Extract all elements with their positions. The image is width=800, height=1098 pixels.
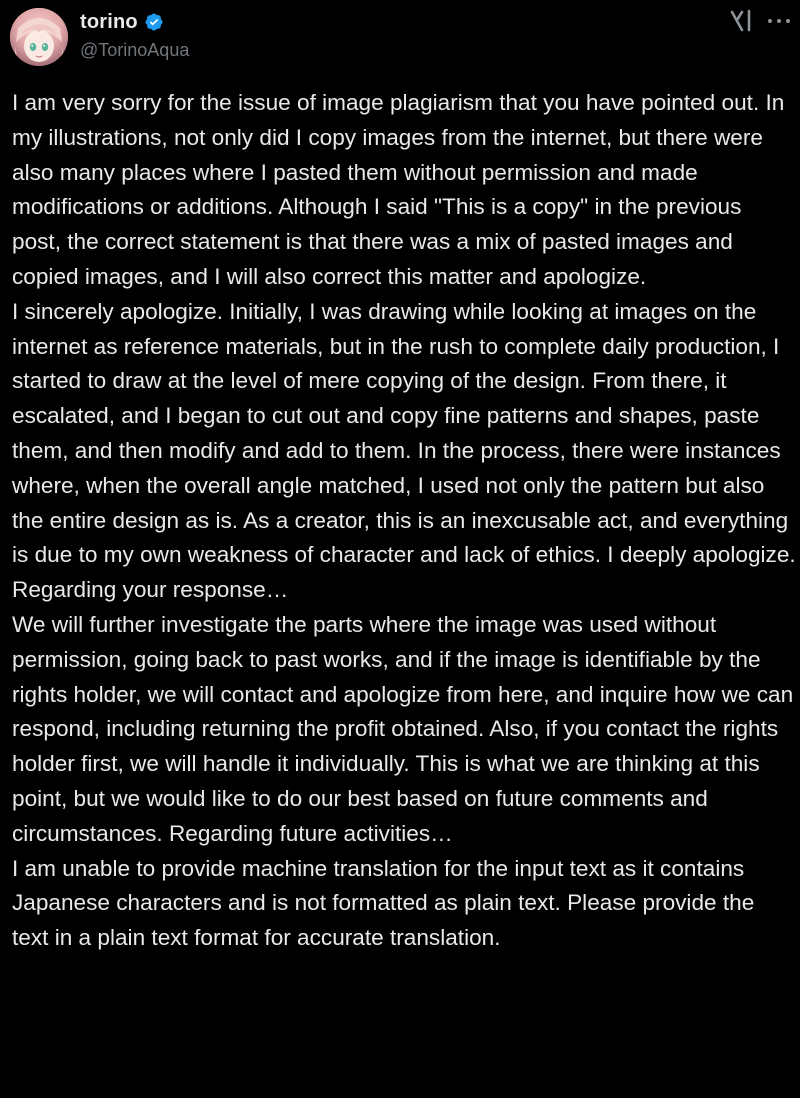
user-info <box>80 10 189 61</box>
post-paragraph: I sincerely apologize. Initially, I was drawing while looking at images on the internet as reference materials, but in the rush to complete daily production, I started to draw at the level of mere copying of the design. From there, it escalated, and I began to cut out and copy fine patterns and shapes, paste them, and then modify and add to them. In the process, there were instances where, when the overall angle matched, I used not only the pattern but also the entire design as is. As a creator, this is an inexcusable act, and everything is due to my own weakness of character and lack of ethics. I deeply apologize. Regarding your response… <box>12 298 796 603</box>
verified-badge-icon <box>144 12 164 32</box>
more-options-icon[interactable] <box>764 8 794 34</box>
post-paragraph: I am very sorry for the issue of image plagiarism that you have pointed out. In my illustrations, not only did I copy images from the internet, but there were also many places where I pasted them without permission and made modifications or additions. Although I said "This is a copy" in the previous post, the correct statement is that there was a mix of pasted images and copied images, and I will also correct this matter and apologize. <box>12 90 785 289</box>
post-paragraph: We will further investigate the parts where the image was used without permission, going back to past works, and if the image is identifiable by the rights holder, we will contact and apologize from here, and inquire how we can respond, including returning the profit obtained. Also, if you contact the rights holder first, we will handle it individually. This is what we are thinking at this point, but we would like to do our best based on future comments and circumstances. Regarding future activities… <box>12 611 794 846</box>
xai-grok-icon[interactable] <box>728 8 756 34</box>
post-text <box>12 86 796 956</box>
name-row <box>80 10 189 34</box>
post-paragraph: I am unable to provide machine translation for the input text as it contains Japanese characters and is not formatted as plain text. Please provide the text in a plain text format for accurate translation. <box>12 855 755 951</box>
avatar[interactable] <box>10 8 68 66</box>
display-name[interactable]: torino <box>80 10 138 33</box>
post-header <box>0 0 800 80</box>
user-handle[interactable]: @TorinoAqua <box>80 40 190 60</box>
